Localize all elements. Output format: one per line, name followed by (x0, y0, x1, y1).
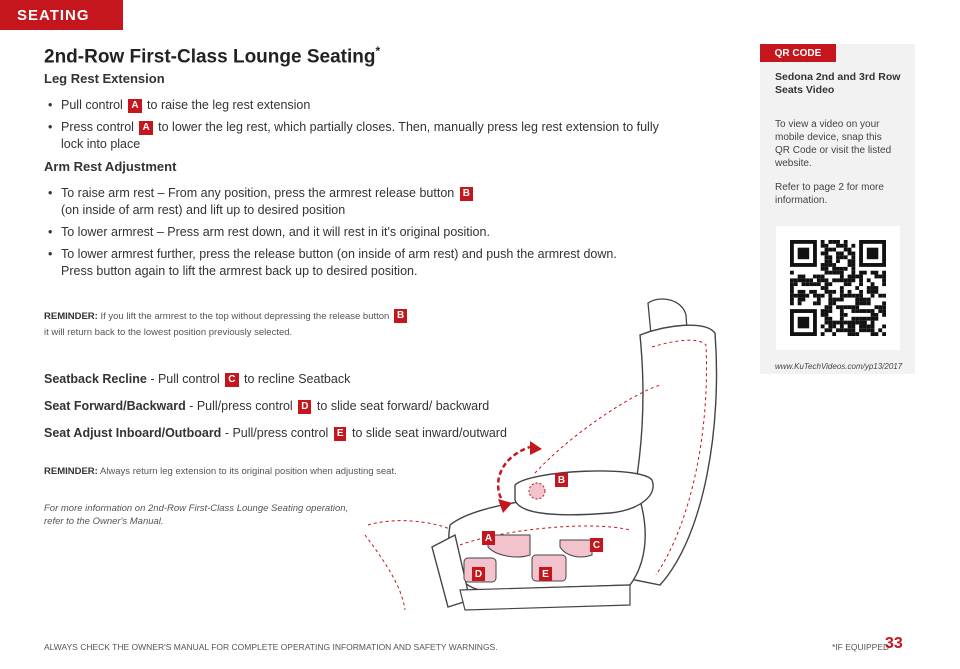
arrow-head-top (530, 441, 542, 455)
leg-rest-item-1 (48, 97, 311, 114)
item-text: (on inside of arm rest) and lift up to desired position (61, 203, 346, 217)
control-text: to recline Seatback (244, 372, 351, 386)
arm-rest-item-2 (48, 224, 490, 241)
video-url[interactable]: www.KuTechVideos.com/yp13/2017 (775, 362, 903, 371)
more-info-note (44, 502, 348, 528)
control-seatback-recline (44, 372, 350, 387)
diagram-label-b: B (555, 473, 568, 487)
item-text: Press button again to lift the armrest back up to desired position. (61, 264, 418, 278)
instruction-line: To view a video on your (775, 119, 880, 130)
control-badge-d: D (298, 400, 311, 414)
control-badge-e: E (334, 427, 347, 441)
arm-rest-item-3 (48, 246, 711, 280)
arm-rest-heading: Arm Rest Adjustment (44, 159, 177, 174)
section-tab-label: SEATING (17, 6, 90, 24)
bullet: • (48, 120, 53, 134)
item-text: To raise arm rest – From any position, press the armrest release button (61, 186, 455, 200)
reminder-text: If you lift the armrest to the top without depressing the release button (100, 311, 390, 322)
control-text: - Pull control (150, 372, 220, 386)
diagram-label-e: E (539, 567, 552, 581)
reminder-label: REMINDER: (44, 466, 98, 477)
section-tab (0, 0, 123, 30)
leg-rest-item-2 (48, 119, 701, 153)
item-text: Press control (61, 120, 134, 134)
video-instructions (775, 118, 891, 170)
refer-note (775, 181, 884, 207)
leg-rest-heading: Leg Rest Extension (44, 71, 165, 86)
control-badge-c: C (225, 373, 238, 387)
video-title-line: Seats Video (775, 84, 835, 96)
control-name: Seatback Recline (44, 372, 147, 386)
qr-code-box[interactable] (776, 226, 900, 350)
control-text: to slide seat inward/outward (351, 426, 507, 440)
item-text: lock into place (61, 137, 141, 151)
reminder-leg-extension (44, 466, 397, 477)
qr-code-tag: QR CODE (760, 44, 836, 62)
bullet: • (48, 186, 53, 200)
control-badge-b: B (460, 187, 473, 201)
arm-rest-item-1 (48, 185, 701, 219)
reminder-text: Always return leg extension to its original position when adjusting seat. (99, 466, 397, 477)
footer-warning: ALWAYS CHECK THE OWNER'S MANUAL FOR COMPLETE OPERATING INFORMATION AND SAFETY WARNINGS. (44, 642, 498, 652)
reminder-label: REMINDER: (44, 311, 98, 322)
control-text: - Pull/press control (189, 399, 293, 413)
diagram-label-a: A (482, 531, 495, 545)
control-badge-a: A (139, 121, 152, 135)
seat-base (460, 585, 630, 610)
note-line: For more information on 2nd-Row First-Class Lounge Seating operation, (44, 503, 349, 514)
item-text: To lower armrest – Press arm rest down, and it will rest in it's original position. (61, 225, 490, 239)
control-name: Seat Forward/Backward (44, 399, 186, 413)
footer-equipped: *IF EQUIPPED (832, 642, 890, 652)
reminder-armrest-line2: it will return back to the lowest position previously selected. (44, 327, 293, 338)
instruction-line: QR Code or visit the listed (775, 145, 892, 156)
control-text: to slide seat forward/ backward (316, 399, 490, 413)
item-text: to raise the leg rest extension (147, 98, 311, 112)
refer-line: Refer to page 2 for more (775, 182, 884, 193)
item-text: To lower armrest further, press the release button (on inside of arm rest) and push the armrest down. (61, 247, 617, 261)
refer-line: information. (775, 195, 828, 206)
control-text: - Pull/press control (224, 426, 329, 440)
bullet: • (48, 247, 53, 261)
control-badge-b: B (394, 309, 407, 323)
instruction-line: website. (775, 158, 812, 169)
note-line: refer to the Owner's Manual. (44, 516, 164, 527)
bullet: • (48, 225, 53, 239)
qr-code-icon (790, 240, 886, 336)
diagram-label-c: C (590, 538, 603, 552)
instruction-line: mobile device, snap this (775, 132, 882, 143)
armrest-release-button (529, 483, 545, 499)
item-text: Pull control (61, 98, 123, 112)
reminder-armrest (44, 309, 409, 323)
control-badge-a: A (128, 99, 141, 113)
diagram-label-d: D (472, 567, 485, 581)
item-text: to lower the leg rest, which partially closes. Then, manually press leg rest extension to fully (158, 120, 659, 134)
page-title (44, 44, 380, 68)
title-asterisk: * (375, 44, 381, 58)
control-name: Seat Adjust Inboard/Outboard (44, 426, 222, 440)
bullet: • (48, 98, 53, 112)
page-title-text: 2nd-Row First-Class Lounge Seating (44, 46, 376, 68)
video-title-line: Sedona 2nd and 3rd Row (775, 71, 901, 83)
page-number: 33 (885, 635, 903, 652)
video-title (775, 71, 900, 97)
